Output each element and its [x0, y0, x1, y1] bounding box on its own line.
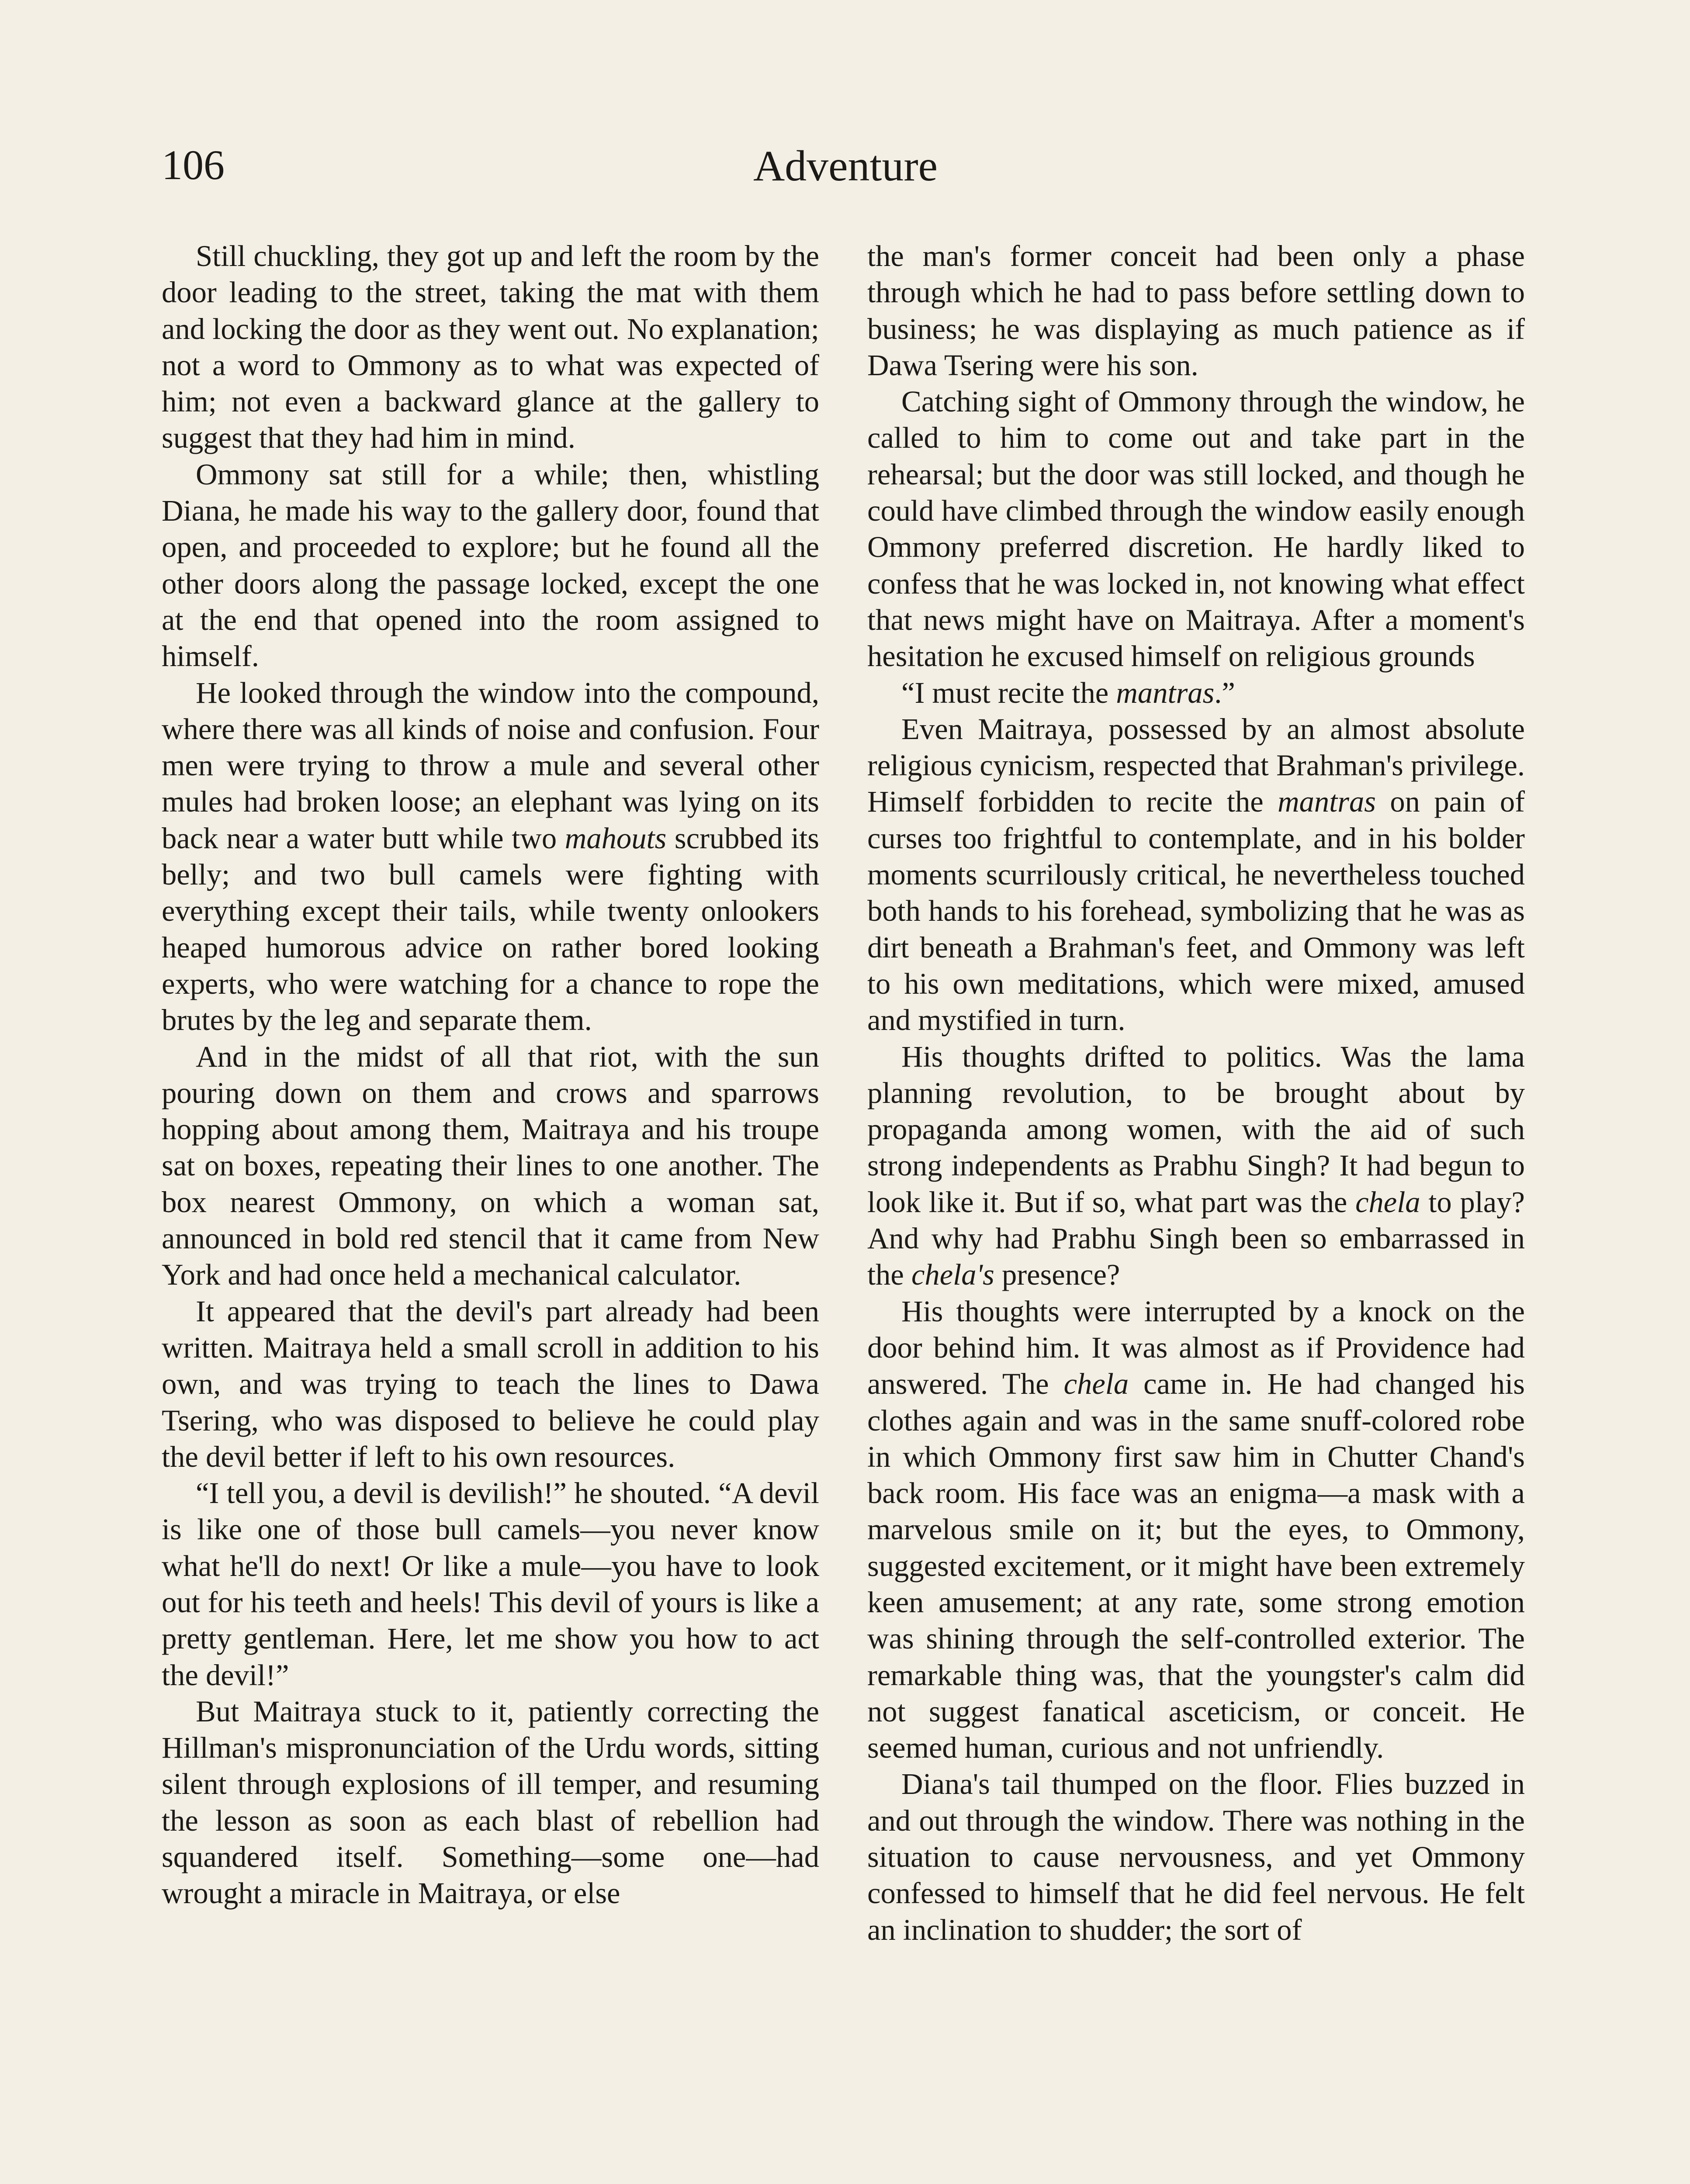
- paragraph: “I tell you, a devil is devilish!” he shouted. “A devil is like one of those bull camels—you never know what he'll do next! Or like a mule—you have to look out for his teeth and heels! This devil of yours is like a pretty gentleman. Here, let me show you how to act the devil!”: [162, 1476, 819, 1692]
- paragraph: Catching sight of Ommony through the window, he called to him to come out and take part in the rehearsal; but the door was still locked, and though he could have climbed through the window easily enough Ommony preferred discretion. He hardly liked to confess that he was locked in, not knowing what effect that news might have on Maitraya. After a moment's hesitation he excused himself on religious grounds: [867, 385, 1525, 673]
- paragraph: His thoughts were interrupted by a knock on the door behind him. It was almost as if Providence had answered. The chela came in. He had changed his clothes again and was in the same snuff-colored robe in which Ommony first saw him in Chutter Chand's back room. His face was an enigma—a mask with a marvelous smile on it; but the eyes, to Ommony, suggested excitement, or it might have been extremely keen amusement; at any rate, some strong emotion was shining through the self-controlled exterior. The remarkable thing was, that the youngster's calm did not suggest fanatical asceticism, or conceit. He seemed human, curious and not unfriendly.: [867, 1294, 1525, 1765]
- paragraph: Ommony sat still for a while; then, whistling Diana, he made his way to the gallery door, found that open, and proceeded to explore; but he found all the other doors along the passage locked, except the one at the end that opened into the room assigned to himself.: [162, 457, 819, 673]
- paragraph: Even Maitraya, possessed by an almost absolute religious cynicism, respected that Brahman's privilege. Himself forbidden to recite the mantras on pain of curses too frightful to contemplate, and in his bolder moments scurrilously critical, he nevertheless touched both hands to his forehead, symbolizing that he was as dirt beneath a Brahman's feet, and Ommony was left to his own meditations, which were mixed, amused and mystified in turn.: [867, 712, 1525, 1037]
- paragraph-continued: the man's former conceit had been only a phase through which he had to pass before settling down to business; he was displaying as much patience as if Dawa Tsering were his son.: [867, 239, 1525, 382]
- right-column: [867, 238, 1525, 1948]
- paragraph: But Maitraya stuck to it, patiently correcting the Hillman's mispronunciation of the Urdu words, sitting silent through explosions of ill temper, and resuming the lesson as soon as each blast of rebellion had squandered itself. Something—some one—had wrought a miracle in Maitraya, or else: [162, 1694, 819, 1910]
- page-header: [162, 144, 1529, 205]
- left-column: [162, 238, 819, 1912]
- page-number: 106: [162, 142, 225, 188]
- paragraph: Diana's tail thumped on the floor. Flies buzzed in and out through the window. There was nothing in the situation to cause nervousness, and yet Ommony confessed to himself that he did feel nervous. He felt an inclination to shudder; the sort of: [867, 1767, 1525, 1946]
- paragraph: His thoughts drifted to politics. Was the lama planning revolution, to be brought about by propaganda among women, with the aid of such strong independents as Prabhu Singh? It had begun to look like it. But if so, what part was the chela to play? And why had Prabhu Singh been so embarrassed in the chela's presence?: [867, 1040, 1525, 1292]
- paragraph: And in the midst of all that riot, with the sun pouring down on them and crows and sparrows hopping about among them, Maitraya and his troupe sat on boxes, repeating their lines to one another. The box nearest Ommony, on which a woman sat, announced in bold red stencil that it came from New York and had once held a mechanical calculator.: [162, 1040, 819, 1292]
- paragraph: Still chuckling, they got up and left the room by the door leading to the street, taking the mat with them and locking the door as they went out. No explanation; not a word to Ommony as to what was expected of him; not even a backward glance at the gallery to suggest that they had him in mind.: [162, 239, 819, 455]
- running-title: Adventure: [753, 142, 938, 190]
- paragraph: “I must recite the mantras.”: [901, 676, 1235, 709]
- paragraph: He looked through the window into the compound, where there was all kinds of noise and confusion. Four men were trying to throw a mule and several other mules had broken loose; an elephant was lying on its back near a water butt while two mahouts scrubbed its belly; and two bull camels were fighting with everything except their tails, while twenty onlookers heaped humorous advice on rather bored looking experts, who were watching for a chance to rope the brutes by the leg and separate them.: [162, 676, 819, 1037]
- paragraph: It appeared that the devil's part already had been written. Maitraya held a small scroll in addition to his own, and was trying to teach the lines to Dawa Tsering, who was disposed to believe he could play the devil better if left to his own resources.: [162, 1294, 819, 1473]
